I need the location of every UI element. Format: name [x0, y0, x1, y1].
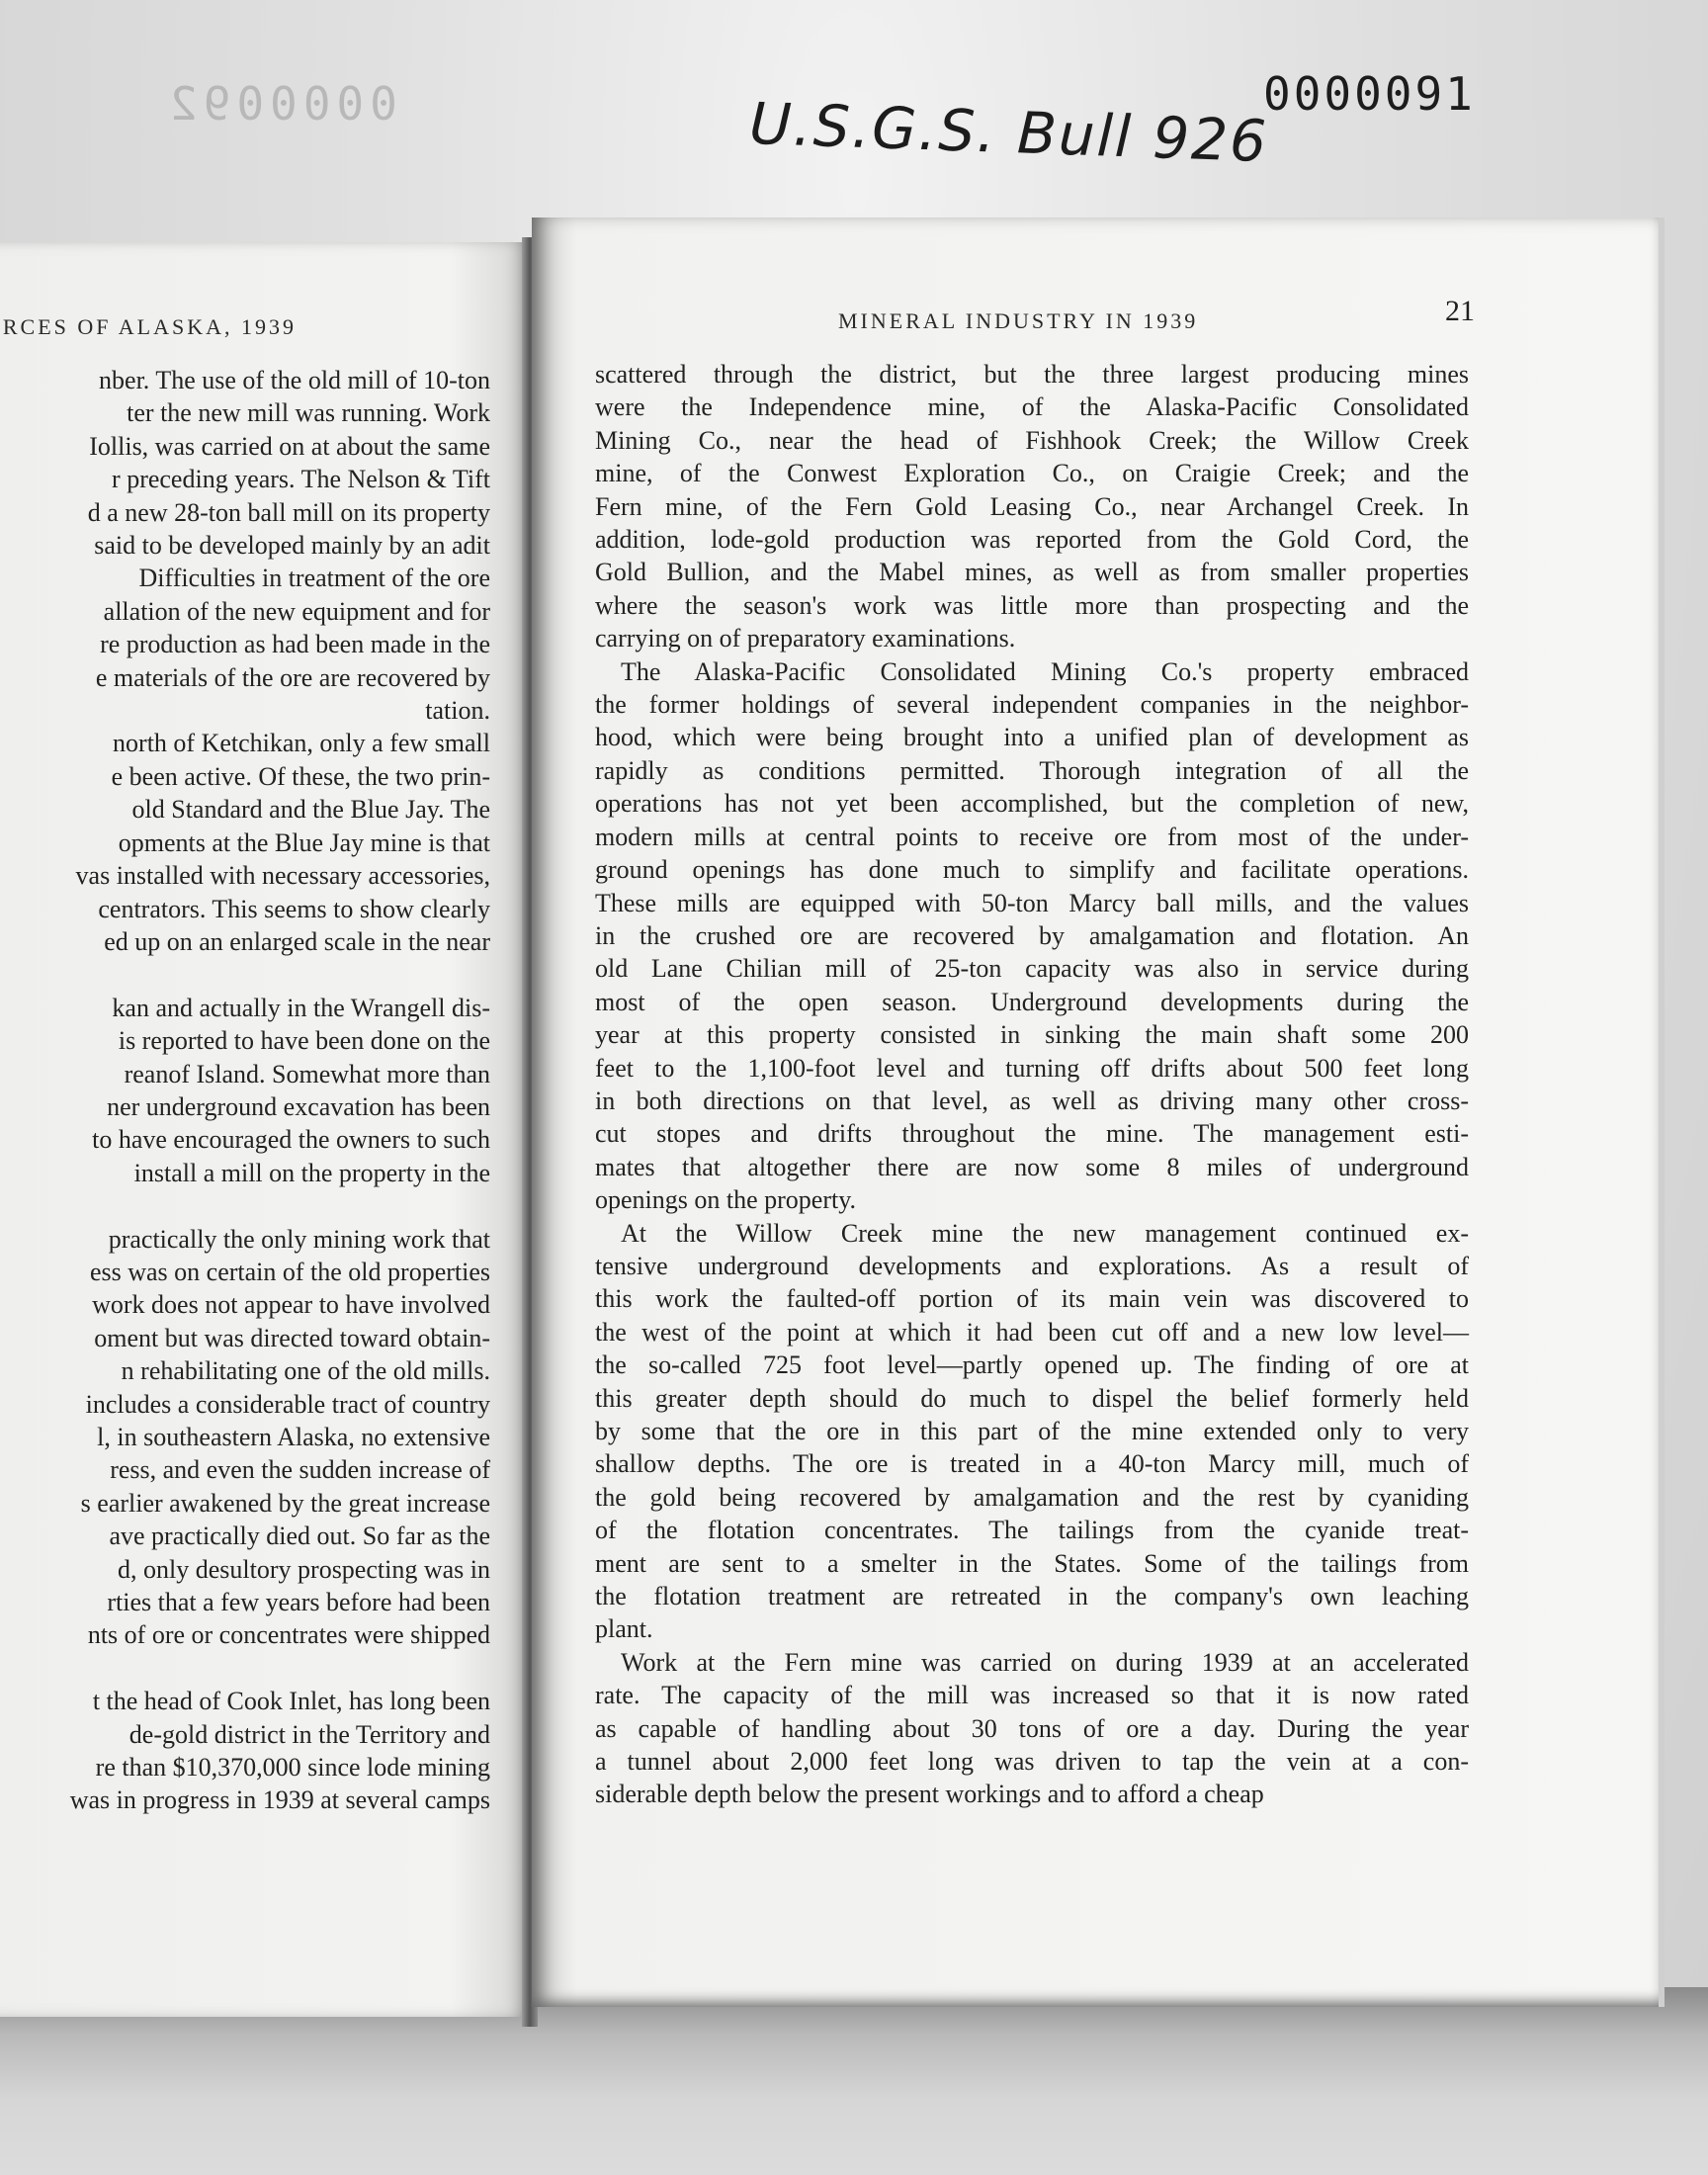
text-line: tation.	[425, 696, 490, 726]
text-line: operations has not yet been accomplished, but the completion of new,	[595, 789, 1469, 819]
text-line: said to be developed mainly by an adit	[94, 531, 490, 561]
text-line: scattered through the district, but the three largest producing mines	[595, 360, 1469, 389]
text-line: work does not appear to have involved	[92, 1290, 490, 1320]
text-line: ment are sent to a smelter in the States. Some of the tailings from	[595, 1548, 1469, 1578]
text-line: ed up on an enlarged scale in the near	[104, 926, 490, 956]
text-line: vas installed with necessary accessories,	[75, 861, 490, 891]
text-line: includes a considerable tract of country	[85, 1389, 490, 1419]
text-line: d, only desultory prospecting was in	[118, 1554, 490, 1584]
text-line: in the crushed ore are recovered by amalgamation and flotation. An	[595, 920, 1469, 950]
text-line: e been active. Of these, the two prin-	[111, 761, 490, 791]
text-line: n rehabilitating one of the old mills.	[121, 1356, 490, 1386]
text-line: year at this property consisted in sinking the main shaft some 200	[595, 1020, 1469, 1050]
text-line: the flotation treatment are retreated in the company's own leaching	[595, 1582, 1469, 1611]
text-line: this greater depth should do much to dispel the belief formerly held	[595, 1383, 1469, 1413]
text-line: Gold Bullion, and the Mabel mines, as well as from smaller properties	[595, 558, 1469, 587]
text-line	[0, 958, 490, 991]
text-line: is reported to have been done on the	[118, 1026, 490, 1056]
text-line: carrying on of preparatory examinations.	[595, 624, 1016, 653]
text-line: feet to the 1,100-foot level and turning off drifts about 500 feet long	[595, 1053, 1469, 1083]
handwritten-label: U.S.G.S. Bull 926	[747, 89, 1270, 176]
text-line: s earlier awakened by the great increase	[80, 1488, 490, 1518]
right-running-head: MINERAL INDUSTRY IN 1939	[838, 308, 1199, 333]
text-line: rate. The capacity of the mill was increased so that it is now rated	[595, 1681, 1469, 1710]
text-line: Fern mine, of the Fern Gold Leasing Co., near Archangel Creek. In	[595, 491, 1469, 521]
text-line	[0, 1652, 490, 1685]
mirrored-stamp: 0000092	[164, 77, 397, 130]
right-page	[532, 218, 1665, 2007]
left-page-text	[0, 364, 490, 1817]
text-line: as capable of handling about 30 tons of ore a day. During the year	[595, 1713, 1469, 1743]
text-line: modern mills at central points to receive ore from most of the under-	[595, 822, 1469, 851]
text-line: Mining Co., near the head of Fishhook Creek; the Willow Creek	[595, 425, 1469, 455]
text-line: These mills are equipped with 50-ton Marcy ball mills, and the values	[595, 888, 1469, 917]
text-line: were the Independence mine, of the Alaska-Pacific Consolidated	[595, 392, 1469, 422]
text-line: the gold being recovered by amalgamation and the rest by cyaniding	[595, 1482, 1469, 1512]
left-running-head: RCES OF ALASKA, 1939	[2, 314, 297, 339]
text-line: mine, of the Conwest Exploration Co., on Craigie Creek; and the	[595, 459, 1469, 488]
left-page	[0, 242, 530, 2017]
text-line: centrators. This seems to show clearly	[98, 894, 490, 923]
text-line: install a mill on the property in the	[133, 1158, 490, 1187]
text-line: nber. The use of the old mill of 10-ton	[99, 366, 490, 394]
text-line: most of the open season. Underground developments during the	[595, 987, 1469, 1016]
text-line: was in progress in 1939 at several camps	[69, 1785, 490, 1815]
text-line: re production as had been made in the	[100, 630, 490, 659]
text-line: the so-called 725 foot level—partly opened up. The finding of ore at	[595, 1350, 1469, 1380]
text-line: of the flotation concentrates. The tailings from the cyanide treat-	[595, 1516, 1469, 1545]
text-line: ground openings has done much to simplify and facilitate operations.	[595, 855, 1469, 885]
text-line: a tunnel about 2,000 feet long was driven to tap the vein at a con-	[595, 1747, 1469, 1777]
text-line: t the head of Cook Inlet, has long been	[92, 1687, 490, 1716]
document-number: 0000091	[1263, 67, 1476, 121]
text-line: cut stopes and drifts throughout the mine. The management esti-	[595, 1119, 1469, 1149]
text-line: where the season's work was little more than prospecting and the	[595, 590, 1469, 620]
text-line: ess was on certain of the old properties	[89, 1257, 490, 1286]
text-line: north of Ketchikan, only a few small	[113, 729, 490, 758]
text-line: The Alaska-Pacific Consolidated Mining Co.'s property embraced	[621, 656, 1469, 686]
text-line: practically the only mining work that	[108, 1224, 490, 1254]
text-line: opments at the Blue Jay mine is that	[118, 827, 490, 857]
text-line: to have encouraged the owners to such	[92, 1125, 490, 1155]
text-line: At the Willow Creek mine the new management continued ex-	[621, 1218, 1469, 1248]
text-line: plant.	[595, 1614, 653, 1644]
text-line: kan and actually in the Wrangell dis-	[112, 993, 490, 1022]
text-line: Iollis, was carried on at about the same	[89, 431, 490, 461]
text-line: the former holdings of several independent companies in the neighbor-	[595, 690, 1469, 720]
text-line: this work the faulted-off portion of its main vein was discovered to	[595, 1284, 1469, 1314]
text-line: ress, and even the sudden increase of	[110, 1455, 490, 1485]
text-line: the west of the point at which it had been cut off and a new low level—	[595, 1317, 1469, 1347]
text-line: de-gold district in the Territory and	[128, 1719, 490, 1749]
text-line: re than $10,370,000 since lode mining	[95, 1753, 490, 1783]
text-line: siderable depth below the present workings and to afford a cheap	[595, 1780, 1264, 1809]
text-line: hood, which were being brought into a unified plan of development as	[595, 723, 1469, 752]
text-line: old Lane Chilian mill of 25-ton capacity was also in service during	[595, 954, 1469, 984]
text-line: e materials of the ore are recovered by	[95, 662, 490, 692]
text-line: Difficulties in treatment of the ore	[138, 564, 490, 593]
page-number: 21	[1445, 295, 1475, 327]
text-line: r preceding years. The Nelson & Tift	[112, 465, 490, 494]
text-line: by some that the ore in this part of the mine extended only to very	[595, 1417, 1469, 1445]
text-line: old Standard and the Blue Jay. The	[131, 795, 490, 825]
text-line: in both directions on that level, as well as driving many other cross-	[595, 1086, 1469, 1115]
text-line: nts of ore or concentrates were shipped	[87, 1620, 490, 1650]
text-line: openings on the property.	[595, 1185, 857, 1215]
text-line: allation of the new equipment and for	[103, 596, 490, 626]
text-line: l, in southeastern Alaska, no extensive	[97, 1422, 490, 1451]
text-line: addition, lode-gold production was reported from the Gold Cord, the	[595, 525, 1469, 555]
text-line	[0, 1189, 490, 1222]
text-line: rties that a few years before had been	[107, 1588, 490, 1616]
text-line: Work at the Fern mine was carried on during 1939 at an accelerated	[621, 1647, 1469, 1677]
text-line: ner underground excavation has been	[107, 1091, 490, 1121]
text-line: shallow depths. The ore is treated in a 40-ton Marcy mill, much of	[595, 1449, 1469, 1479]
text-line: oment but was directed toward obtain-	[94, 1323, 490, 1352]
text-line: ter the new mill was running. Work	[127, 398, 490, 428]
text-line: ave practically died out. So far as the	[109, 1522, 490, 1551]
text-line: reanof Island. Somewhat more than	[124, 1059, 490, 1088]
text-line: mates that altogether there are now some 8 miles of underground	[595, 1152, 1469, 1181]
right-page-text	[595, 358, 1469, 1811]
text-line: rapidly as conditions permitted. Thorough integration of all the	[595, 755, 1469, 785]
text-line: d a new 28-ton ball mill on its property	[87, 497, 490, 527]
text-line: tensive underground developments and explorations. As a result of	[595, 1251, 1469, 1280]
